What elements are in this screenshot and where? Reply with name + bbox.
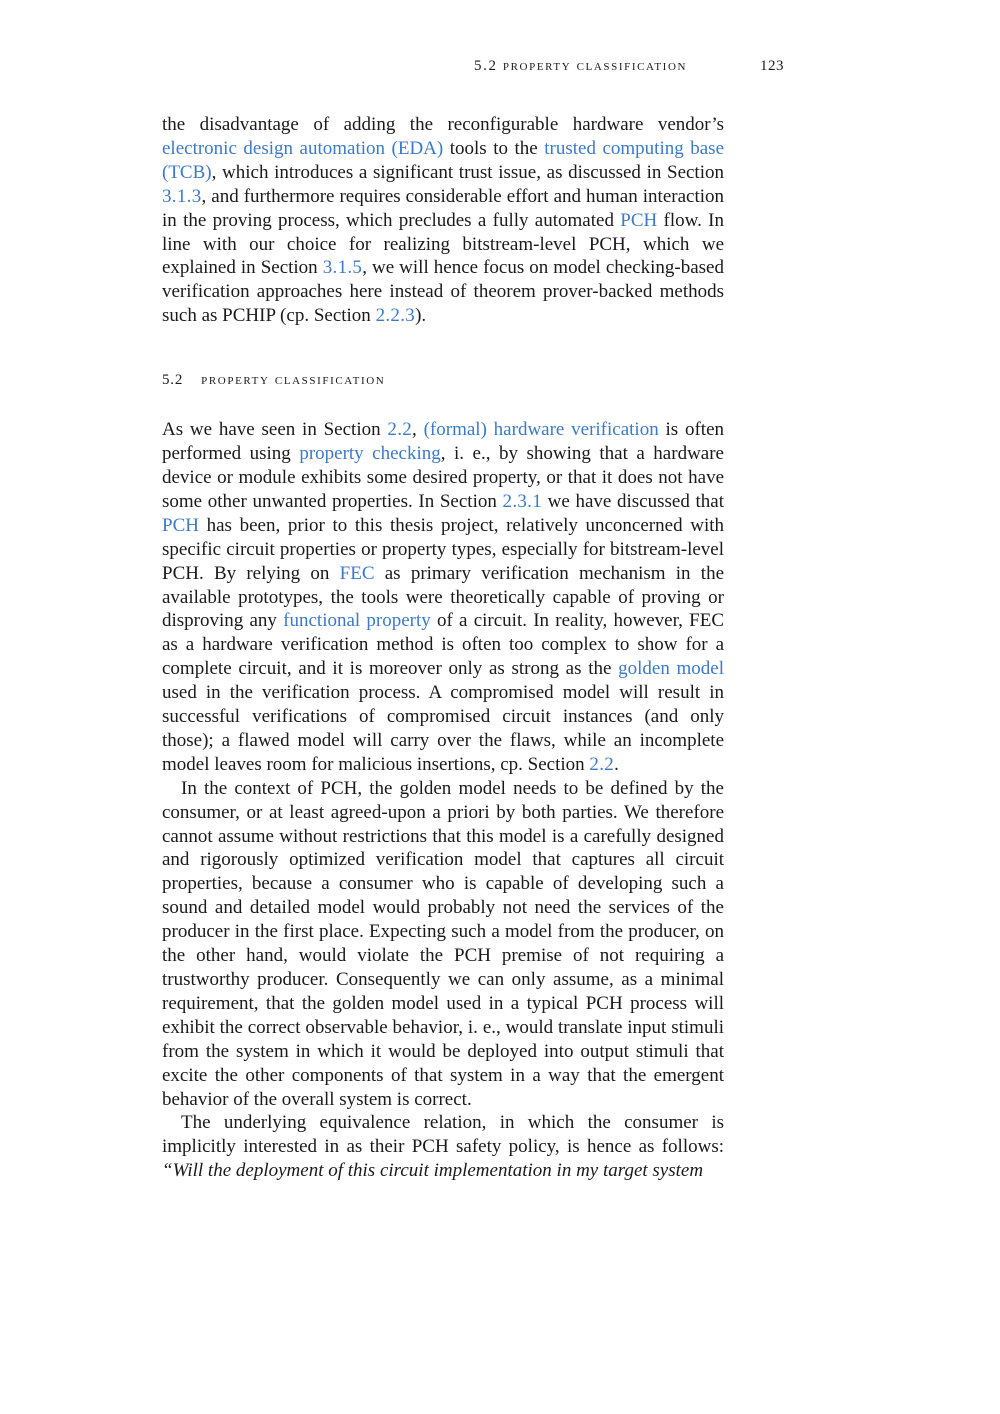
paragraph: In the context of PCH, the golden model needs to be defined by the consumer, or at least agreed-upon a priori by both parties. We therefore cannot assume without restrictions that this model is a carefully designed and rigorously optimized verification model that captures all circuit properties, because a consumer who is capable of developing such a sound and detailed model would probably not need the services of the producer in the first place. Expecting such a model from the producer, on the other hand, would violate the PCH premise of not requiring a trustworthy producer. Consequently we can only assume, as a minimal requirement, that the golden model used in a typical PCH process will exhibit the correct observable behavior, i. e., would translate input stimuli from the system in which it would be deployed into output stimuli that excite the other components of that system in a way that the emergent behavior of the overall system is correct. <box>162 777 724 1110</box>
text-run: tools to the <box>443 137 545 159</box>
text-run: has been, prior to this thesis project, relatively unconcerned with specific circuit properties or property types, especially for bitstream-level PCH. By relying on <box>162 514 724 584</box>
page-number: 123 <box>760 58 784 74</box>
section-number: 5.2 <box>162 372 184 389</box>
glossary-link-pch[interactable]: PCH <box>162 514 199 536</box>
text-run: used in the verification process. A compromised model will result in successful verifications of compromised circuit instances (and only those); a flawed model will carry over the flaws, while an incomplete model leaves room for malicious insertions, cp. Section <box>162 682 724 775</box>
text-run: we have discussed that <box>542 490 724 512</box>
text-run: As we have seen in Section <box>162 419 388 441</box>
section-link-2-2[interactable]: 2.2 <box>387 419 413 441</box>
text-run: , and furthermore requires considerable effort and human interaction in the proving process, which precludes a fully automated <box>162 185 724 231</box>
text-run: as primary verification mechanism in the available prototypes, the tools were theoretically capable of proving or disproving any <box>162 562 725 632</box>
text-run: . <box>614 753 619 775</box>
page-body <box>162 113 724 1183</box>
italic-quote: “Will the deployment of this circuit implementation in my target system <box>162 1160 704 1182</box>
text-run: ). <box>415 305 427 327</box>
section-link-2-2-3[interactable]: 2.2.3 <box>375 305 416 327</box>
section-heading <box>162 370 724 390</box>
running-title: 5.2 property classification <box>474 58 688 74</box>
running-header <box>474 58 784 75</box>
paragraph <box>162 1111 724 1183</box>
glossary-link-functional-property[interactable]: functional property <box>283 610 431 632</box>
text-run: , <box>412 419 424 441</box>
text-run: The underlying equivalence relation, in which the consumer is implicitly interested in as their PCH safety policy, is hence as follows: <box>162 1112 724 1158</box>
section-link-2-3-1[interactable]: 2.3.1 <box>502 490 543 512</box>
glossary-link-golden-model[interactable]: golden model <box>618 658 725 680</box>
section-link-3-1-3[interactable]: 3.1.3 <box>162 185 202 207</box>
text-run: flow. In line with our choice for realizing bitstream-level PCH, which we explained in Section <box>162 209 724 279</box>
paragraph <box>162 418 724 777</box>
glossary-link-tcb[interactable]: trusted computing base (TCB) <box>162 137 725 183</box>
text-run: is often performed using <box>162 419 725 465</box>
glossary-link-pch[interactable]: PCH <box>620 209 658 231</box>
section-link-3-1-5[interactable]: 3.1.5 <box>322 257 363 279</box>
glossary-link-eda[interactable]: electronic design automation (EDA) <box>162 137 444 159</box>
text-run: , which introduces a significant trust issue, as discussed in Section <box>211 161 724 183</box>
section-title: property classification <box>201 372 386 389</box>
text-run: , i. e., by showing that a hardware device or module exhibits some desired property, or that it does not have some other unwanted properties. In Section <box>162 443 724 512</box>
glossary-link-property-checking[interactable]: property checking <box>299 443 441 465</box>
glossary-link-hardware-verification[interactable]: (formal) hardware verification <box>423 419 659 441</box>
text-run: , we will hence focus on model checking-based verification approaches here instead of theorem prover-backed methods such as PCHIP (cp. Section <box>162 257 724 327</box>
paragraph-continued <box>162 113 724 328</box>
section-link-2-2[interactable]: 2.2 <box>589 753 615 775</box>
text-run: of a circuit. In reality, however, FEC as a hardware verification method is often too complex to show for a complete circuit, and it is moreover only as strong as the <box>162 610 724 680</box>
glossary-link-fec[interactable]: FEC <box>339 562 375 584</box>
text-run: the disadvantage of adding the reconfigurable hardware vendor’s <box>162 114 724 135</box>
